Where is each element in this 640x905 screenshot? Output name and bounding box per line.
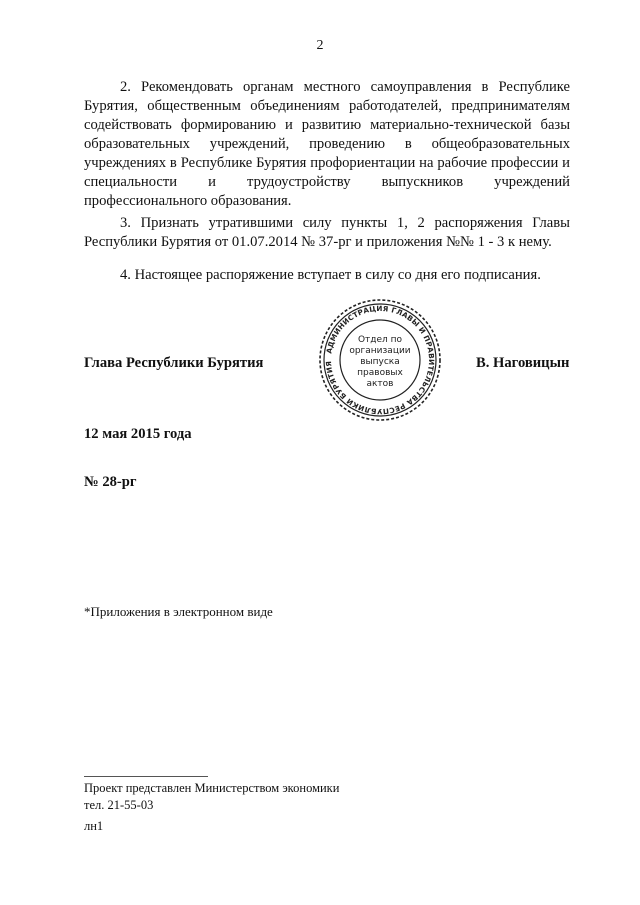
document-date: 12 мая 2015 года xyxy=(84,426,192,442)
stamp-ring-text: АДМИНИСТРАЦИЯ ГЛАВЫ И ПРАВИТЕЛЬСТВА РЕСПУБЛИКИ БУРЯТИЯ xyxy=(323,303,437,417)
stamp-line-2: организации xyxy=(349,346,411,356)
footer-phone: тел. 21-55-03 xyxy=(84,798,154,812)
stamp-line-1: Отдел по xyxy=(357,335,403,345)
footer-prepared-by: Проект представлен Министерством экономики xyxy=(84,781,340,795)
page-number: 2 xyxy=(316,38,324,53)
footer-divider xyxy=(84,776,208,777)
signatory-title: Глава Республики Бурятия xyxy=(84,355,264,371)
appendix-note: *Приложения в электронном виде xyxy=(84,604,273,619)
signatory-name: В. Наговицын xyxy=(476,355,570,371)
document-number: № 28-рг xyxy=(84,474,137,490)
stamp-line-5: актов xyxy=(366,379,394,389)
paragraph-4: 4. Настоящее распоряжение вступает в силу со дня его подписания. xyxy=(120,267,541,283)
paragraph-3: 3. Признать утратившими силу пункты 1, 2 распоряжения Главы Республики Бурятия от 01.07.2014 № 37-рг и приложения №№ 1 - 3 к нему. xyxy=(84,215,570,250)
stamp-line-3: выпуска xyxy=(360,357,400,367)
official-stamp xyxy=(318,298,442,422)
stamp-line-4: правовых xyxy=(357,368,403,378)
paragraph-2: 2. Рекомендовать органам местного самоуправления в Республике Бурятия, общественным объединениям работодателей, предпринимателям содействовать формированию и развитию материально-технической базы образовательных учреждений, проведению в общеобразовательных учреждениях в Республике Бурятия профориентации на рабочие профессии и специальности и трудоустройству выпускников учреждений профессионального образования. xyxy=(84,79,570,209)
footer-code: лн1 xyxy=(84,819,104,833)
